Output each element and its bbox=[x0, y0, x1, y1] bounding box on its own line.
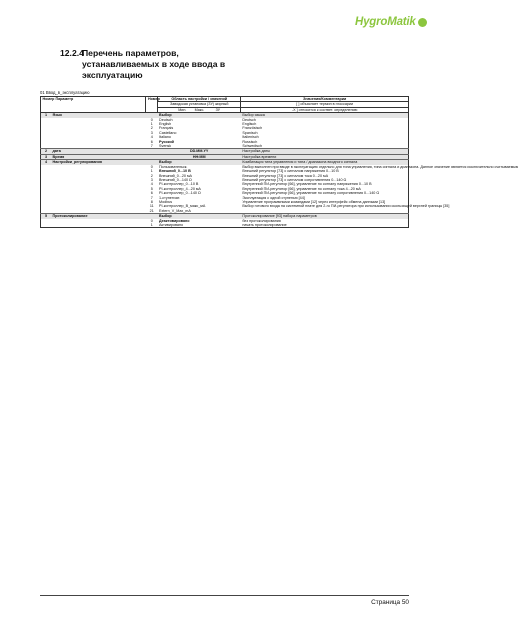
row-index-cell: 0 bbox=[150, 218, 153, 223]
row-index-cell: 8 bbox=[150, 199, 153, 204]
row-parameter-cell: дата bbox=[51, 149, 146, 154]
row-number-cell: 3 bbox=[41, 154, 52, 159]
row-parameter-cell: Настройки_регулирования bbox=[51, 160, 146, 165]
row-index-cell: 4 bbox=[150, 135, 153, 140]
row-value-cell: Настройка времени bbox=[241, 154, 409, 159]
header-number-2: Номер bbox=[146, 97, 158, 113]
row-value-cell: Englisch bbox=[242, 122, 257, 127]
row-setting-cell: HH:MM bbox=[158, 154, 241, 159]
row-setting-cell: Пользовательск. bbox=[159, 164, 188, 169]
row-index-cell: 2 bbox=[150, 173, 153, 178]
header-parameter: Параметр bbox=[55, 97, 74, 101]
row-setting-cell: Italiano bbox=[159, 135, 171, 140]
row-setting-cell: Русский bbox=[159, 139, 174, 144]
header-number: Номер bbox=[42, 97, 55, 101]
row-value-cell: Deutsch bbox=[242, 117, 256, 122]
row-setting-cell: DD.MM.YY bbox=[158, 149, 241, 154]
row-value-cell: Эксплуатация с одной ступенью [44] bbox=[242, 195, 305, 200]
row-setting-cell: PI-контроллер_0...10 В bbox=[159, 182, 199, 187]
row-value-cell: Schwedisch bbox=[242, 144, 263, 149]
row-parameter-cell bbox=[51, 223, 146, 228]
row-setting-cell: Extern_V_Max_mA bbox=[159, 208, 191, 213]
row-value-cell: Управление программными командами [12] через интерфейс обмена данными [13] bbox=[242, 199, 386, 204]
row-value-cell: Spanisch bbox=[242, 130, 258, 135]
row-value-cell: Настройка даты bbox=[241, 149, 409, 154]
page-number: Страница 50 bbox=[371, 599, 409, 606]
header-zu: ЗУ bbox=[215, 107, 221, 112]
row-number-cell: 1 bbox=[41, 113, 52, 118]
row-setting-cell: Castellano bbox=[159, 130, 177, 135]
row-value-cell: Внешний регулятор [73] с сигналом сопротивления 0...140 Ω bbox=[242, 177, 347, 182]
row-parameter-cell: Время bbox=[51, 154, 146, 159]
row-setting-cell: Внешний_0...140 Ω bbox=[159, 177, 192, 182]
row-value-cell: Russisch bbox=[242, 139, 258, 144]
table-row bbox=[41, 223, 409, 228]
row-index-cell: 1 bbox=[150, 169, 153, 174]
row-setting-cell: Français bbox=[159, 126, 174, 131]
section-number: 12.2.4 bbox=[60, 48, 84, 58]
row-value-cell: Выбор готового входа на системной плате для 2-го ПИ-регулятора при использовании скользящей верхней границы [35] bbox=[242, 204, 450, 209]
row-setting-cell: PI-контроллер_0...140 Ω bbox=[159, 191, 201, 196]
row-value-cell: Выбор языка bbox=[241, 113, 409, 118]
row-number-cell bbox=[41, 223, 52, 228]
row-setting-cell: Выбор bbox=[158, 214, 241, 219]
row-index-cell: 1 bbox=[150, 222, 153, 227]
row-setting-cell: Внешний_0...10 В bbox=[159, 169, 191, 174]
row-setting-cell: Svensk bbox=[159, 144, 172, 149]
row-number-cell: 4 bbox=[41, 160, 52, 165]
row-number-cell: 2 bbox=[41, 149, 52, 154]
header-range: Область настройки / значений bbox=[158, 97, 241, 102]
row-setting-cell: Деактивировано bbox=[159, 218, 190, 223]
logo-mark-icon bbox=[418, 18, 427, 27]
row-index-cell: 3 bbox=[150, 130, 153, 135]
row-value-cell: начать протоколирование bbox=[242, 222, 287, 227]
table-body bbox=[41, 113, 518, 228]
row-setting-cell: Выбор bbox=[158, 113, 241, 118]
row-index-cell: 7 bbox=[150, 195, 153, 200]
row-index-cell: 21 bbox=[149, 208, 154, 213]
row-value-cell: Внешний регулятор [73] с сигналом тока 0...20 мА bbox=[242, 173, 329, 178]
row-value-cell: Französisch bbox=[242, 126, 263, 131]
row-value-cell: Внешний регулятор [73] с сигналом напряжения 0...10 В bbox=[242, 169, 339, 174]
row-value-cell: Протоколирование [93] набора параметров bbox=[241, 214, 409, 219]
row-index-cell: 0 bbox=[150, 117, 153, 122]
row-setting-cell: Активировано bbox=[159, 222, 184, 227]
row-value-cell: без протоколирования bbox=[242, 218, 281, 223]
row-setting-cell: PI-контроллер_4...20 мА bbox=[159, 186, 201, 191]
brand-logo bbox=[355, 14, 429, 30]
row-index-cell: 7 bbox=[150, 144, 153, 149]
row-value-cell: Italienisch bbox=[242, 135, 259, 140]
row-number-cell: 5 bbox=[41, 214, 52, 219]
row-value-cell: Внутренний ПИ-регулятор [66], управление по сигналу тока 4...20 мА bbox=[242, 186, 361, 191]
section-heading bbox=[60, 48, 230, 81]
row-parameter-cell: Протоколирование bbox=[51, 214, 146, 219]
row-index-cell: 11 bbox=[149, 204, 154, 209]
header-number-parameter bbox=[41, 97, 146, 113]
row-setting-cell: Modbus bbox=[159, 199, 173, 204]
row-parameter-cell: Язык bbox=[51, 113, 146, 118]
row-index-cell: 6 bbox=[150, 191, 153, 196]
row-index-cell: 3 bbox=[150, 177, 153, 182]
footer-divider bbox=[40, 595, 409, 596]
row-setting-cell: Внешний_0...20 мА bbox=[159, 173, 192, 178]
row-setting-cell: English bbox=[159, 122, 172, 127]
row-setting-cell: PI-контроллер_В_макс_мА bbox=[159, 204, 206, 209]
row-index-cell: 0 bbox=[150, 164, 153, 169]
table-caption: 01 Ввод_в_эксплуатацию bbox=[40, 90, 90, 95]
row-setting-cell: Deutsch bbox=[159, 117, 173, 122]
row-value-cell: Комбинация типа управления и типа / диапазона входного сигнала bbox=[241, 160, 409, 165]
header-range-sub: Заводская установка (ЗУ) жирный bbox=[158, 102, 241, 107]
header-values-sub1: [ ] объясняет термин в глоссарии bbox=[241, 102, 409, 107]
header-values-sub2: -X ] относится к соответ. определению bbox=[241, 107, 409, 112]
row-value-cell: Внутренний ПИ-регулятор [66], управление по сигналу сопротивления 0...140 Ω bbox=[242, 191, 380, 196]
row-value-cell: Выбор выполнен при вводе в эксплуатацию отдельно для типа управления, типа сигнала и диапазона. Данное значение является исключительно считываемым bbox=[242, 164, 518, 169]
row-index-cell: 4 bbox=[150, 182, 153, 187]
row-value-cell: Внутренний ПИ-регулятор [66], управление по сигналу напряжения 0...10 В bbox=[242, 182, 372, 187]
header-values: Значения/Комментарии bbox=[241, 97, 409, 102]
logo-text: HygroMatik bbox=[355, 16, 416, 28]
row-setting-cell: 1-ступенчат. bbox=[159, 195, 181, 200]
parameter-table bbox=[40, 96, 518, 228]
header-max: Макс. bbox=[194, 107, 205, 112]
section-title: Перечень параметров, устанавливаемых в ходе ввода в эксплуатацию bbox=[82, 48, 226, 80]
row-index-cell: 2 bbox=[150, 126, 153, 131]
row-setting-cell: Выбор bbox=[158, 160, 241, 165]
row-index-cell: 6 bbox=[150, 139, 153, 144]
row-index-cell: 1 bbox=[150, 122, 153, 127]
header-min: Мин. bbox=[178, 107, 187, 112]
row-index-cell: 5 bbox=[150, 186, 153, 191]
